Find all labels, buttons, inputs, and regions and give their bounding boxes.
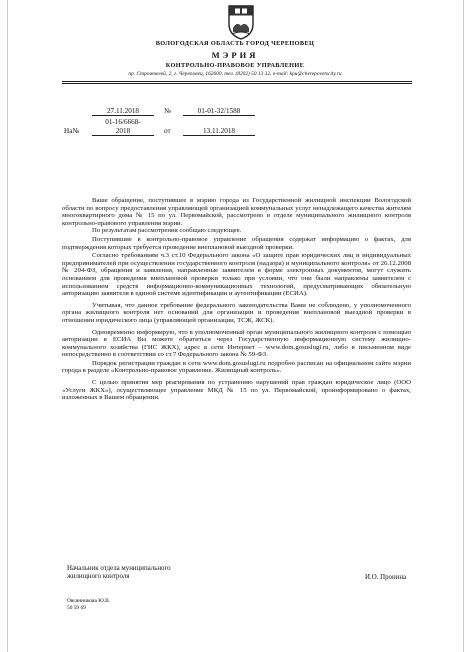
contact-address: пр. Строителей, 2, г. Череповец, 162600, тел. (8202) 50 13 32, e-mail: kpu@cherepovetscity.ru <box>128 71 342 77</box>
reference-number-line2: 2018 <box>92 127 154 136</box>
reference-date: 13.11.2018 <box>183 127 255 136</box>
executor-info <box>67 598 110 613</box>
body-paragraph: По результатам рассмотрения сообщаю следующее. <box>92 227 242 235</box>
body-paragraph: С целью принятия мер реагирования по устранению нарушений прав граждан юридическое лицо (ООО «Услуги ЖКХ»), осуществляющее управление МКД № 15 по ул. Первомайской, проинформировано о фактах, изложенных в Вашем обращении. <box>62 379 411 402</box>
body-paragraph: Поступившие в контрольно-правовое управление обращения содержат информацию о фактах, для подтверждения которых требуется проведение внеплановой выездной проверки. <box>62 235 411 251</box>
department-heading: КОНТРОЛЬНО-ПРАВОВОЕ УПРАВЛЕНИЕ <box>165 62 305 69</box>
signatory-name: И.О. Пронина <box>365 574 407 581</box>
outgoing-number: 01-01-32/1588 <box>183 107 255 116</box>
region-city-heading: ВОЛОГОДСКАЯ ОБЛАСТЬ ГОРОД ЧЕРЕПОВЕЦ <box>155 40 315 47</box>
body-paragraph: Согласно требованиям ч.3 ст.10 Федерального закона «О защите прав юридических лиц и индивидуальных предпринимателей при осуществлении государственного контроля (надзора) и муниципального контроля» от 26.12.2008 № 294-ФЗ, обращения и заявления, направленные заявителем в форме электронных документов, могут служить основанием для проведения внеплановой проверки только при условии, что они были направлены заявителем с использованием средств информационно-коммуникационных технологий, предусматривающих обязательную авторизацию заявителя в единой системе идентификации и аутентификации (ЕСИА). <box>62 252 411 298</box>
body-paragraph: Ваше обращение, поступившее в мэрию города из Государственной жилищной инспекции Вологодской области по вопросу предоставления управляющей организацией коммунальных услуг ненадлежащего качества жителям многоквартирного дома № 15 по ул. Первомайской, рассмотрено в отделе муниципального жилищного контроля контрольно-правового управления мэрии. <box>62 197 411 227</box>
body-paragraph: Порядок регистрации граждан в сети www.dom.gosuslugi.ru подробно расписан на официальном сайте мэрии города в разделе «Контрольно-правовое управление. Жилищный контроль». <box>62 359 411 375</box>
organization-heading: МЭРИЯ <box>211 50 259 60</box>
signatory-position-line1: Начальник отдела муниципального <box>67 565 171 572</box>
header-divider <box>62 81 412 82</box>
number-sign: № <box>164 107 171 115</box>
header-divider-thin <box>62 83 412 84</box>
outgoing-number-field <box>183 107 255 116</box>
outgoing-date: 27.11.2018 <box>92 107 154 116</box>
executor-phone: 50 59 69 <box>67 605 86 612</box>
reference-number-line1: 01-16/6668- <box>105 118 141 126</box>
reference-prefix: На№ <box>64 127 80 135</box>
letter-body <box>62 197 411 402</box>
body-paragraph: Учитывая, что данное требование федерального законодательства Вами не соблюдено, у уполномоченного органа жилищного контроля нет оснований для организации и проведения внеплановой выездной проверки в отношении юридического лица (управляющей организации, ТСЖ, ЖСК). <box>62 301 411 324</box>
outgoing-date-field <box>92 107 154 116</box>
signatory-position <box>67 565 171 582</box>
body-paragraph: Одновременно информирую, что в уполномоченный орган муниципального жилищного контроля с помощью авторизации в ЕСИА Вы можете обратиться через Государственную информационную систему жилищно-коммунального хозяйства (ГИС ЖКХ), адрес в сети Интернет – www.dom.gosuslugi.ru, либо в письменном виде непосредственно в соответствии со ст.7 Федерального закона № 59-ФЗ. <box>62 328 411 359</box>
reference-number-field <box>92 127 154 136</box>
reference-date-field <box>183 127 255 136</box>
coat-of-arms-icon <box>226 4 256 40</box>
reference-from-label: от <box>164 127 171 135</box>
executor-name: Овсянникова Ю.В. <box>67 598 111 604</box>
signatory-position-line2: жилищного контроля <box>67 573 130 581</box>
